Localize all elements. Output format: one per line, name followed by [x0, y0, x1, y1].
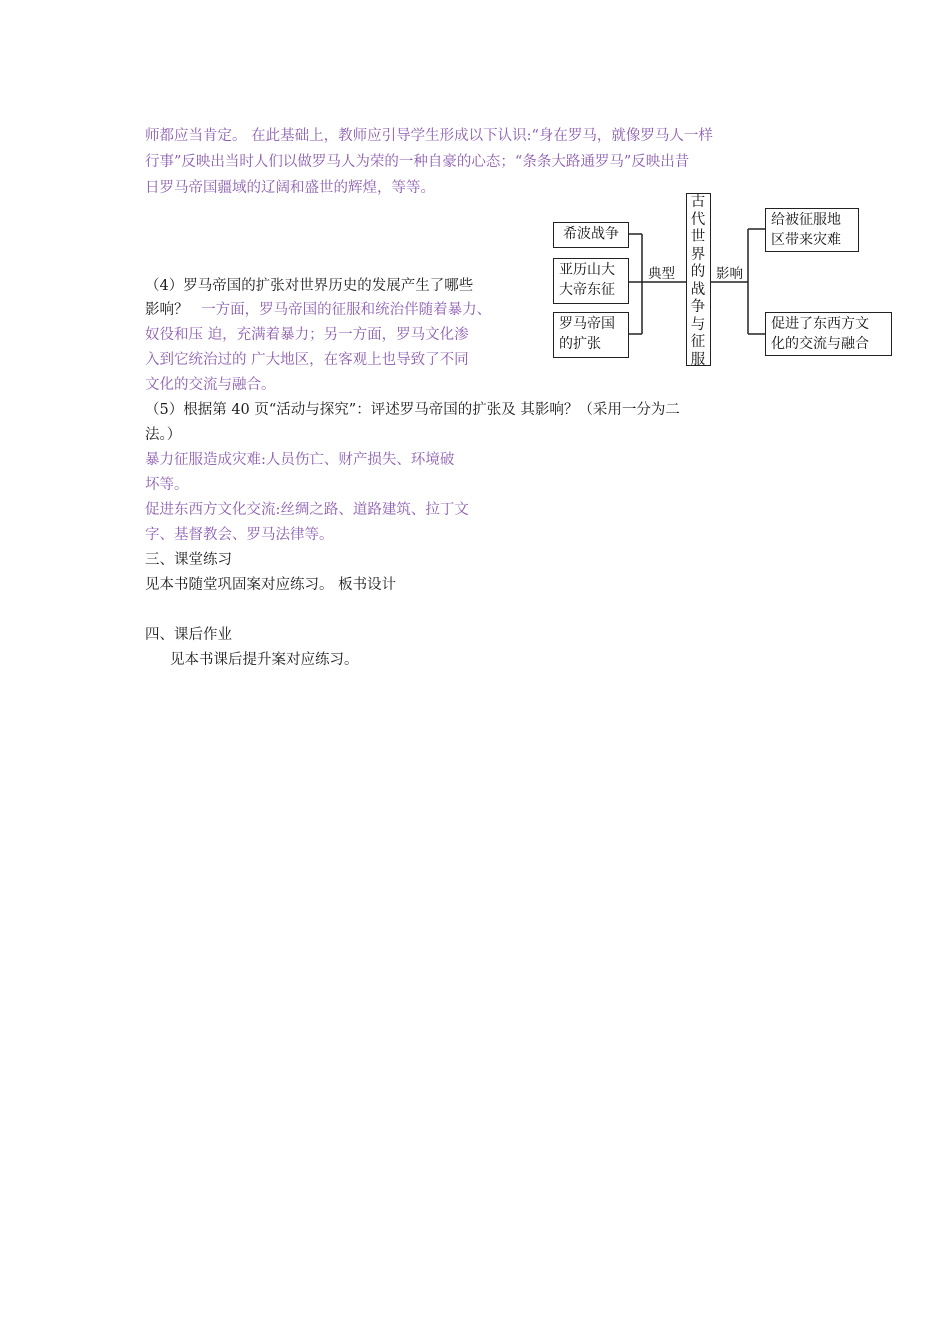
box-roman-expansion: 罗马帝国 的扩张 — [553, 312, 629, 358]
center-vertical-text: 古 代 世 界 的 战 争 与 征 服 — [690, 194, 706, 368]
q4-answer-text-1: 一方面，罗马帝国的征服和统治伴随着暴力、 — [201, 302, 492, 318]
top-paragraph-line-1: 师都应当肯定。 在此基础上，教师应引导学生形成以下认识:“身在罗马，就像罗马人一样 — [145, 128, 713, 144]
q4-answer-line-4: 文化的交流与融合。 — [145, 377, 276, 393]
label-influence: 影响 — [716, 266, 743, 282]
box-disaster: 给被征服地 区带来灾难 — [765, 208, 859, 252]
q5-answer-line-2: 坏等。 — [145, 477, 189, 493]
q4-answer-line-3: 入到它统治过的 广大地区，在客观上也导致了不同 — [145, 352, 469, 368]
section4-heading: 四、课后作业 — [145, 627, 232, 643]
q5-answer-line-1: 暴力征服造成灾难:人员伤亡、财产损失、环境破 — [145, 452, 455, 468]
top-paragraph-line-3: 日罗马帝国疆域的辽阔和盛世的辉煌，等等。 — [145, 180, 435, 196]
box-cultural-exchange: 促进了东西方文 化的交流与融合 — [765, 312, 892, 356]
q4-answer-line-2: 奴役和压 迫，充满着暴力；另一方面，罗马文化渗 — [145, 327, 469, 343]
box-alexander-campaign: 亚历山大 大帝东征 — [553, 258, 629, 304]
q5-answer-line-3: 促进东西方文化交流:丝绸之路、道路建筑、拉丁文 — [145, 502, 469, 518]
section3-body: 见本书随堂巩固案对应练习。 板书设计 — [145, 577, 397, 593]
q5-question-line-1: （5）根据第 40 页“活动与探究”：评述罗马帝国的扩张及 其影响？（采用一分为二 — [145, 402, 680, 418]
q4-question: （4）罗马帝国的扩张对世界历史的发展产生了哪些 — [145, 278, 474, 294]
box-ancient-wars-conquests — [686, 193, 711, 366]
section3-heading: 三、课堂练习 — [145, 552, 232, 568]
q5-question-line-2: 法。） — [145, 427, 182, 443]
q4-answer-lead: 影响？ — [145, 302, 189, 318]
box-greco-persian-wars: 希波战争 — [553, 222, 629, 248]
top-paragraph-line-2: 行事”反映出当时人们以做罗马人为荣的一种自豪的心态；“条条大路通罗马”反映出昔 — [145, 154, 690, 170]
label-typical: 典型 — [648, 266, 675, 282]
q5-answer-line-4: 字、基督教会、罗马法律等。 — [145, 527, 334, 543]
section4-body: 见本书课后提升案对应练习。 — [170, 652, 359, 668]
